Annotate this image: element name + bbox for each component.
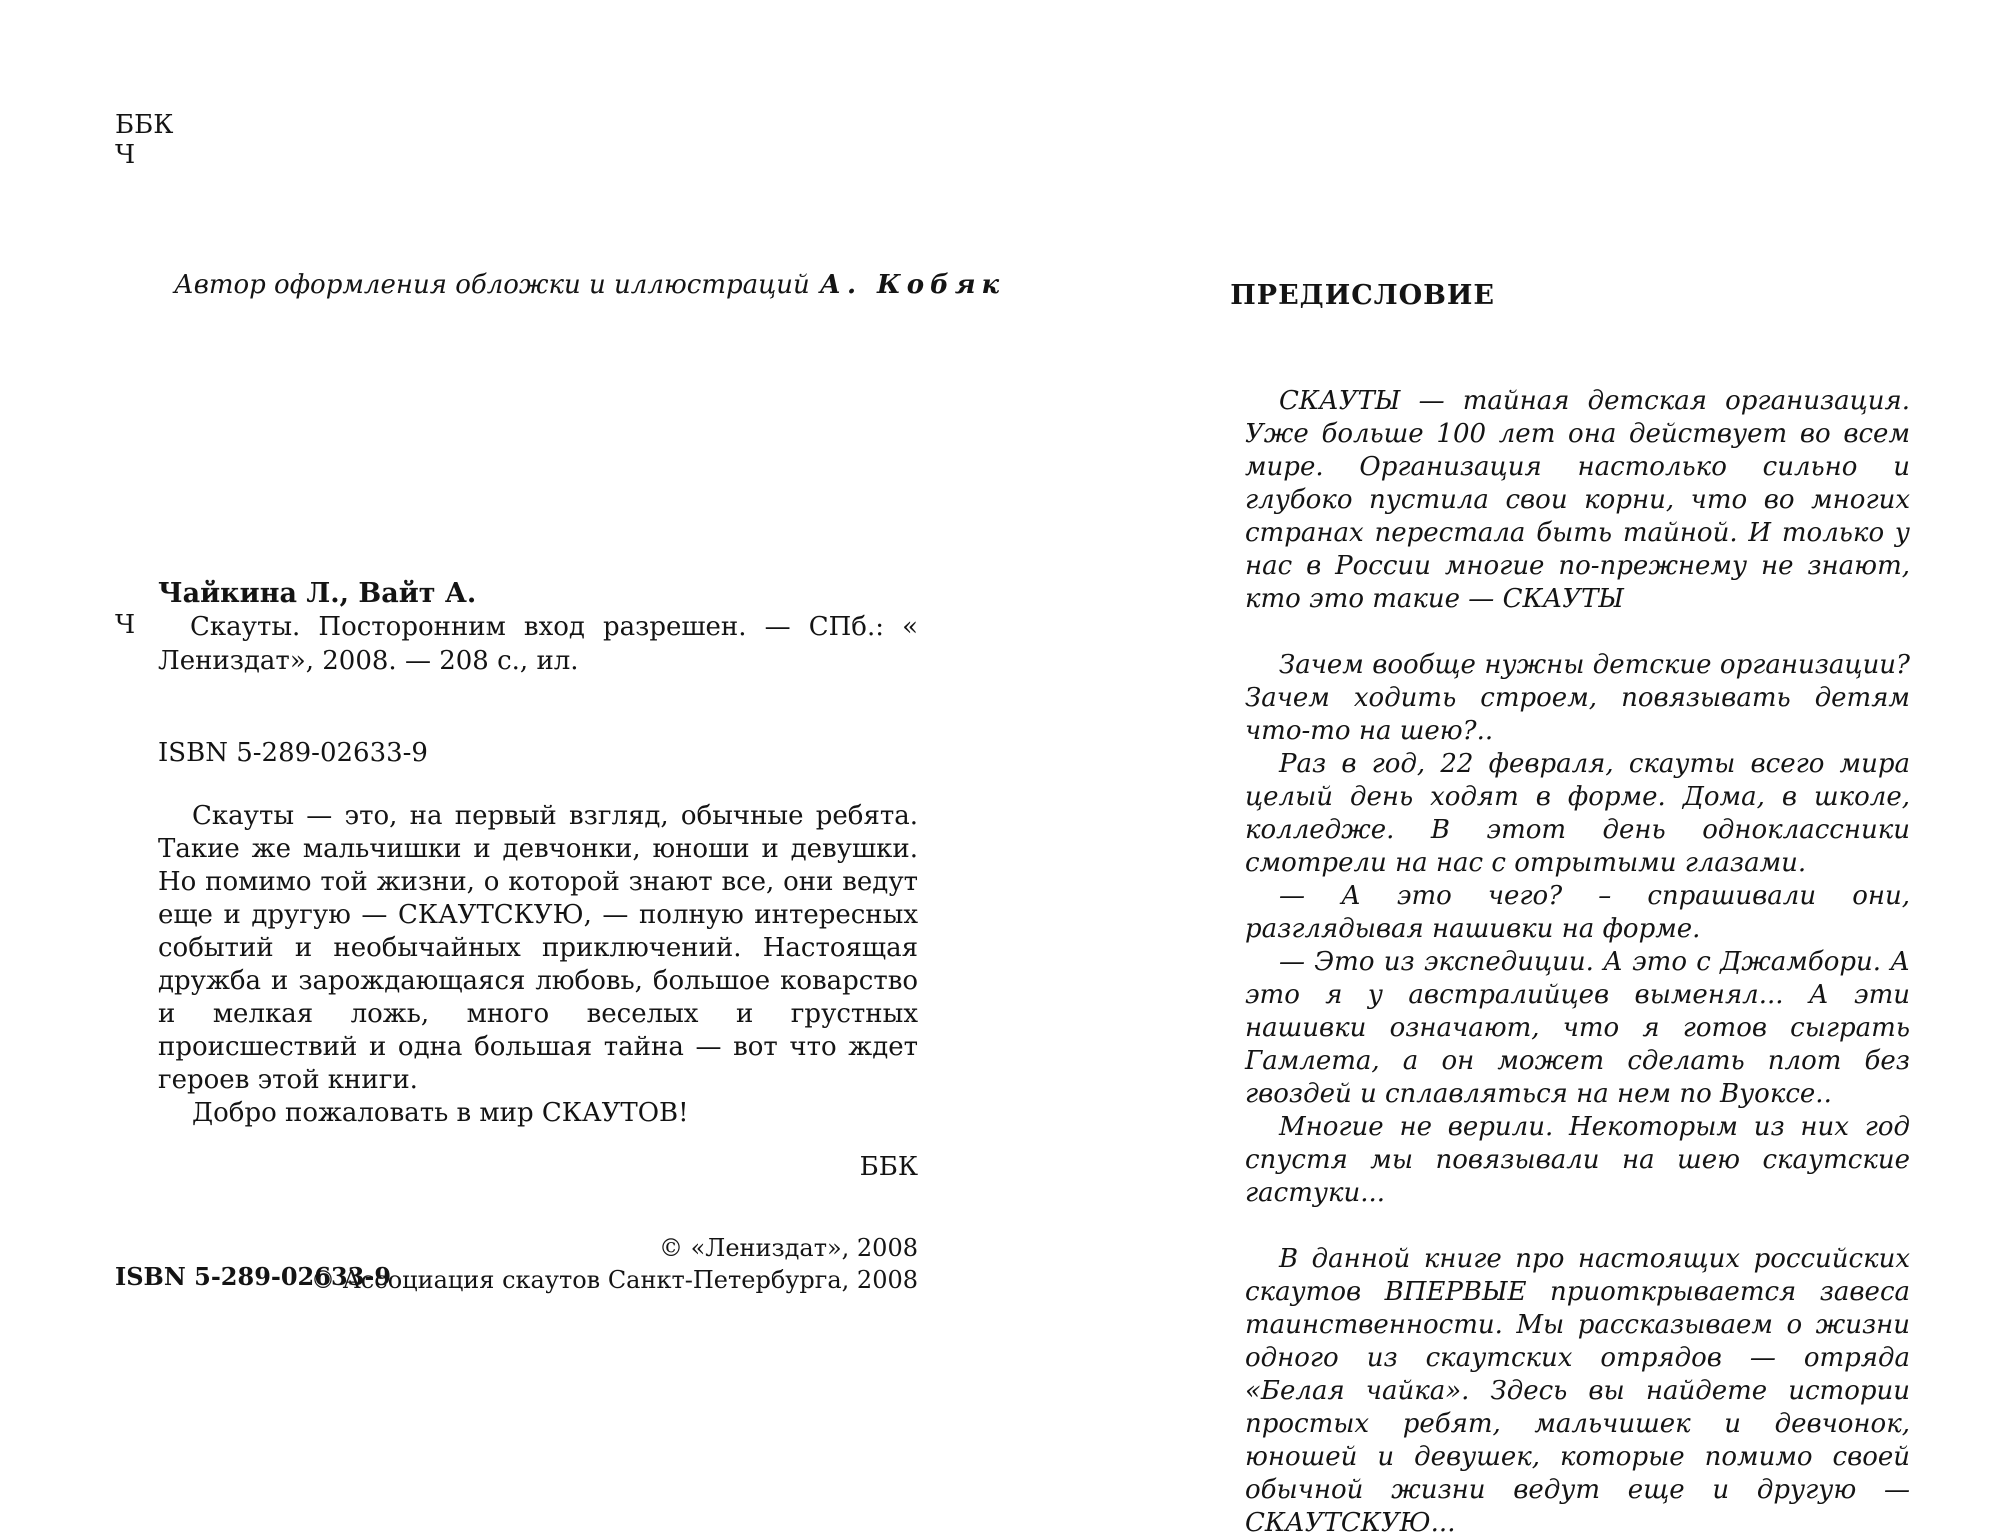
foreword-paragraph: — А это чего? – спрашивали они, разглядывая нашивки на форме. — [1245, 881, 1910, 944]
annotation-paragraph: Добро пожаловать в мир СКАУТОВ! — [192, 1098, 689, 1128]
copyright-line: © Ассоциация скаутов Санкт-Петербурга, 2008 — [311, 1266, 918, 1294]
foreword-paragraph: СКАУТЫ — тайная детская организация. Уже больше 100 лет она действует во всем мире. Организация настолько сильно и глубоко пустила свои корни, что во многих странах перестала быть тайной. И только у нас в России многие по-прежнему не знают, кто это такие — СКАУТЫ — [1245, 386, 1910, 614]
foreword-paragraph: — Это из экспедиции. А это с Джамбори. А это я у австралийцев выменял... А эти нашивки означают, что я готов сыграть Гамлета, а он может сделать плот без гвоздей и сплавляться на нем по Вуоксе.. — [1245, 947, 1910, 1109]
foreword-body — [1245, 385, 1910, 1540]
isbn-record: ISBN 5-289-02633-9 — [158, 738, 428, 768]
foreword-paragraph: В данной книге про настоящих российских скаутов ВПЕРВЫЕ приоткрывается завеса таинственности. Мы рассказываем о жизни одного из скаутских отрядов — отряда «Белая чайка». Здесь вы найдете истории простых ребят, мальчишек и девчонок, юношей и девушек, которые помимо своей обычной жизни ведут еще и другую — СКАУТСКУЮ... — [1245, 1244, 1910, 1538]
foreword-paragraph: Зачем вообще нужны детские организации? Зачем ходить строем, повязывать детям что-то на шею?.. — [1245, 650, 1910, 746]
paragraph-gap — [1245, 1210, 1910, 1243]
cover-credit — [174, 270, 1005, 300]
cover-credit-label: Автор оформления обложки и иллюстраций — [174, 270, 810, 300]
book-authors: Чайкина Л., Вайт А. — [158, 578, 477, 609]
foreword-paragraph: Многие не верили. Некоторым из них год спустя мы повязывали на шею скаутские гастуки... — [1245, 1112, 1910, 1208]
author-mark: Ч — [115, 610, 136, 640]
bibliographic-record: Скауты. Посторонним вход разрешен. — СПб.: « Лениздат», 2008. — 208 с., ил. — [158, 612, 918, 676]
isbn-bold: ISBN 5-289-02633-9 — [115, 1262, 392, 1291]
paragraph-gap — [1245, 616, 1910, 649]
bbk-code-top: ББК — [115, 110, 174, 140]
copyright-line: © «Лениздат», 2008 — [658, 1234, 918, 1262]
annotation-paragraph: Скауты — это, на первый взгляд, обычные ребята. Такие же мальчишки и девчонки, юноши и девушки. Но помимо той жизни, о которой знают все, они ведут еще и другую — СКАУТСКУЮ, — полную интересных событий и необычайных приключений. Настоящая дружба и зарождающаяся любовь, большое коварство и мелкая ложь, много веселых и грустных происшествий и одна большая тайна — вот что ждет героев этой книги. — [158, 801, 918, 1095]
foreword-title-text: ПРЕДИСЛОВИЕ — [1230, 280, 1496, 311]
foreword-page — [1000, 0, 2000, 1538]
copyright-block — [311, 1232, 918, 1296]
foreword-paragraph: Раз в год, 22 февраля, скауты всего мира целый день ходят в форме. Дома, в школе, колледже. В этот день одноклассники смотрели на нас с отрытыми глазами. — [1245, 749, 1910, 878]
annotation — [158, 800, 918, 1130]
imprint-page — [0, 0, 1006, 1483]
bbk-code-bottom: ББК — [859, 1152, 918, 1182]
author-mark-top: Ч — [115, 140, 136, 170]
cover-credit-name: А. Кобяк — [819, 270, 1006, 300]
